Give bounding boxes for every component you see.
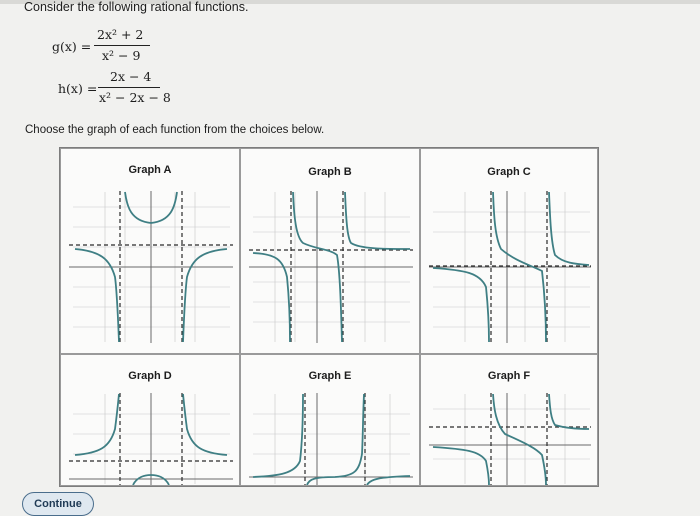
prompt-text: Consider the following rational functions. (24, 0, 249, 14)
graph-a-label: Graph A (128, 164, 172, 176)
function-g-denominator: x² − 9 (102, 48, 141, 63)
graph-b-choice[interactable] (240, 148, 420, 354)
curve-branch (345, 192, 410, 249)
instruction-text: Choose the graph of each function from the choices below. (25, 124, 325, 136)
fraction-bar (94, 45, 150, 46)
function-g-numerator: 2x² + 2 (97, 27, 144, 42)
graph-choices-table (59, 147, 599, 487)
graph-a-plot (65, 187, 237, 347)
curve-branch (433, 447, 489, 485)
graph-f-choice[interactable] (420, 354, 598, 486)
function-h-denominator: x² − 2x − 8 (99, 90, 171, 105)
curve-branch (253, 253, 290, 342)
graph-e-choice[interactable] (240, 354, 420, 486)
graph-d-choice[interactable] (60, 354, 240, 486)
graph-d-plot (65, 389, 237, 485)
graph-b-label: Graph B (308, 166, 352, 178)
graph-b-plot (245, 187, 417, 347)
function-g-name: g(x) = (52, 39, 92, 54)
graph-d-label: Graph D (128, 370, 172, 382)
continue-button[interactable]: Continue (22, 492, 94, 516)
curve-branch (549, 192, 589, 265)
function-g (52, 27, 172, 70)
function-h-numerator: 2x − 4 (110, 69, 152, 84)
graph-a-choice[interactable] (60, 148, 240, 354)
curve-branch (307, 394, 364, 485)
curve-branch (433, 268, 489, 342)
graph-c-choice[interactable] (420, 148, 598, 354)
graph-f-plot (425, 389, 595, 485)
fraction-bar (98, 87, 160, 88)
graph-e-plot (245, 389, 417, 485)
curve-branch (253, 394, 303, 477)
curve-branch (183, 394, 227, 455)
function-h (58, 69, 178, 112)
function-h-name: h(x) = (58, 81, 98, 96)
curve-branch (183, 249, 227, 342)
graph-c-label: Graph C (487, 166, 531, 178)
curve-branch (549, 394, 589, 429)
curve-branch (75, 394, 119, 455)
graph-e-label: Graph E (308, 370, 352, 382)
curve-branch (493, 394, 546, 485)
graph-f-label: Graph F (487, 370, 531, 382)
curve-branch (75, 249, 119, 342)
graph-c-plot (425, 187, 595, 347)
